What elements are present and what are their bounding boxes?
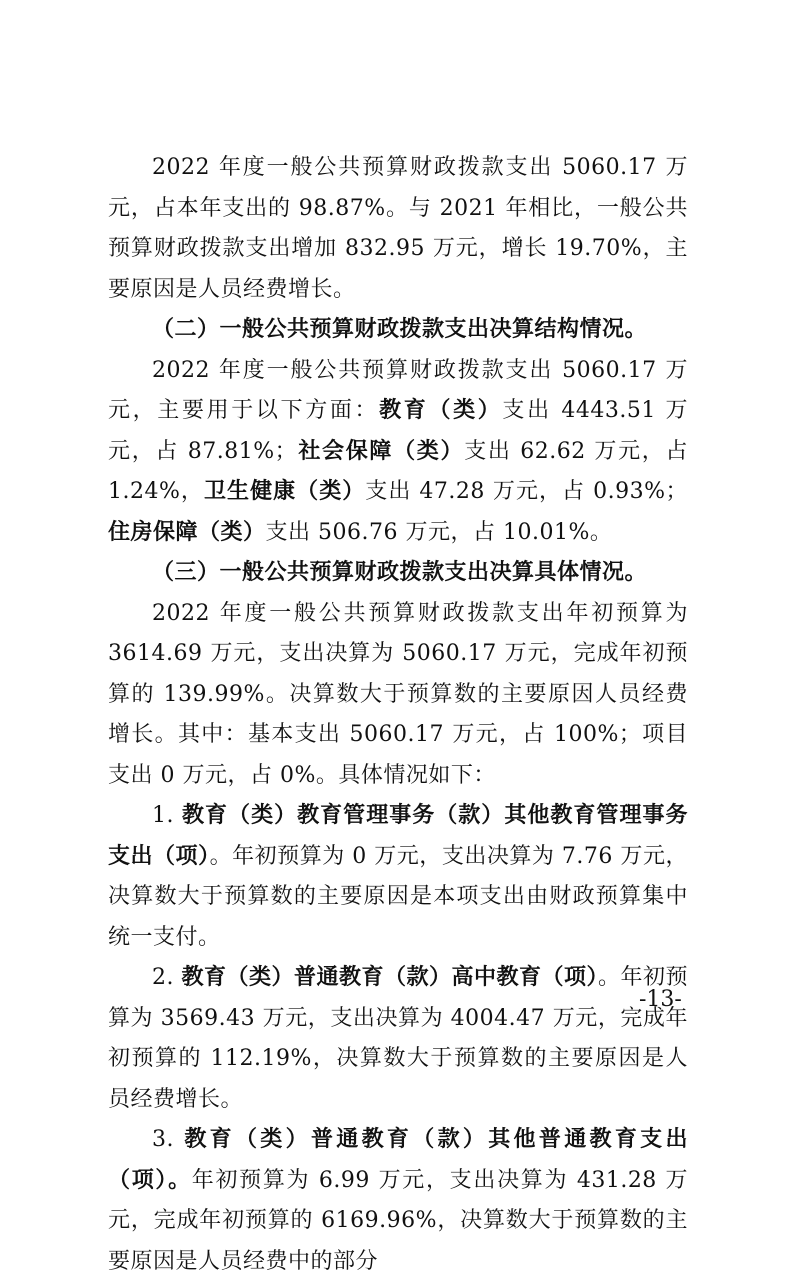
- paragraph-expenditure-details: 2022 年度一般公共预算财政拨款支出年初预算为 3614.69 万元，支出决算为 5060.17 万元，完成年初预算的 139.99%。决算数大于预算数的主要原因人员经费增长。其中：基本支出 5060.17 万元，占 100%；项目支出 0 万元，占 0%。具体情况如下：: [108, 600, 688, 788]
- paragraph-expenditure-summary: 2022 年度一般公共预算财政拨款支出 5060.17 万元，占本年支出的 98.87%。与 2021 年相比，一般公共预算财政拨款支出增加 832.95 万元，增长 19.70%，主要原因是人员经费增长。: [108, 155, 688, 302]
- page-body: [108, 148, 688, 1282]
- list-item-2: 2. 教育（类）普通教育（款）高中教育（项）。年初预算为 3569.43 万元，支出决算为 4004.47 万元，完成年初预算的 112.19%，决算数大于预算数的主要原因是人员经费增长。: [108, 965, 689, 1112]
- list-item-1: 1. 教育（类）教育管理事务（款）其他教育管理事务支出（项）。年初预算为 0 万元，支出决算为 7.76 万元，决算数大于预算数的主要原因是本项支出由财政预算集中统一支付。: [108, 803, 688, 950]
- section-heading-details: （三）一般公共预算财政拨款支出决算具体情况。: [152, 560, 648, 585]
- page-number: -13-: [639, 987, 682, 1012]
- section-heading-structure: （二）一般公共预算财政拨款支出决算结构情况。: [152, 317, 648, 342]
- list-item-3: 3. 教育（类）普通教育（款）其他普通教育支出（项）。年初预算为 6.99 万元，支出决算为 431.28 万元，完成年初预算的 6169.96%，决算数大于预算数的主要原因是人员经费中的部分: [108, 1127, 688, 1274]
- paragraph-expenditure-structure: 2022 年度一般公共预算财政拨款支出 5060.17 万元，主要用于以下方面：教育（类）支出 4443.51 万元，占 87.81%；社会保障（类）支出 62.62 万元，占 1.24%，卫生健康（类）支出 47.28 万元，占 0.93%；住房保障（类）支出 506.76 万元，占 10.01%。: [108, 357, 688, 545]
